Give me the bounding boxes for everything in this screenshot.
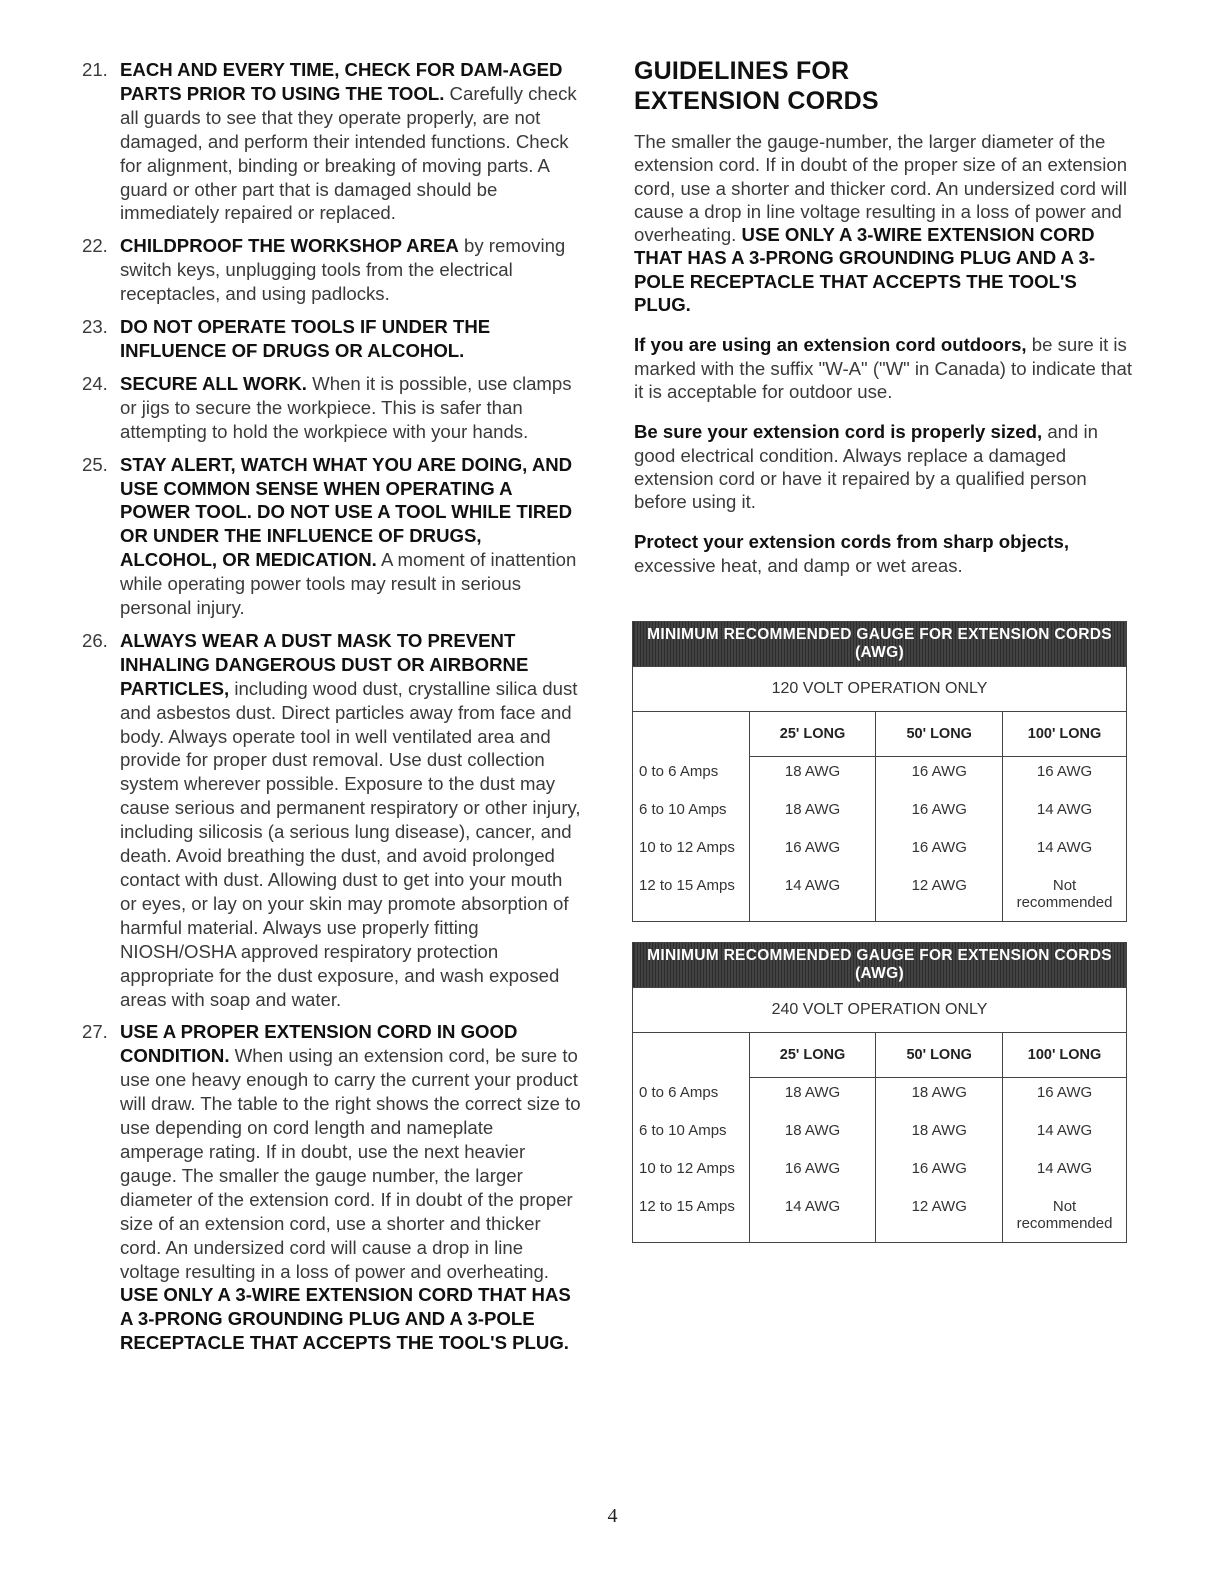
- table-row: [633, 795, 1127, 833]
- guidelines-title: [634, 56, 1134, 116]
- table-row: [633, 1192, 1127, 1243]
- column-header: 25' LONG: [749, 712, 876, 757]
- rule-heading: ALWAYS WEAR A DUST MASK TO PREVENT INHALING DANGEROUS DUST OR AIRBORNE PARTICLES,: [120, 629, 529, 699]
- rule-number: 21.: [82, 59, 108, 80]
- gauge-cell: 12 AWG: [876, 871, 1003, 922]
- rule-text: Carefully check all guards to see that they operate properly, are not damaged, and perform their intended functions. Check for alignment, binding or breaking of moving parts. A guard or other part that is damaged should be immediately repaired or replaced.: [120, 82, 577, 224]
- rule-item-23: [82, 315, 582, 363]
- amp-range: 6 to 10 Amps: [633, 1116, 750, 1154]
- paragraph-lead: If you are using an extension cord outdoors,: [634, 334, 1027, 356]
- amp-range: 6 to 10 Amps: [633, 795, 750, 833]
- rule-text: When it is possible, use clamps or jigs to secure the workpiece. This is safer than attempting to hold the workpiece with your hands.: [120, 372, 572, 442]
- amp-range: 10 to 12 Amps: [633, 1154, 750, 1192]
- table-header: MINIMUM RECOMMENDED GAUGE FOR EXTENSION CORDS (AWG): [633, 943, 1127, 988]
- gauge-cell: 12 AWG: [876, 1192, 1003, 1243]
- table-row: [633, 1116, 1127, 1154]
- gauge-cell: 16 AWG: [749, 1154, 876, 1192]
- gauge-cell: 14 AWG: [749, 1192, 876, 1243]
- table-row: [633, 833, 1127, 871]
- amp-range: 0 to 6 Amps: [633, 757, 750, 796]
- awg-table-120v: [632, 621, 1127, 922]
- gauge-cell: 18 AWG: [876, 1116, 1003, 1154]
- gauge-cell: 14 AWG: [749, 871, 876, 922]
- gauge-cell: 14 AWG: [1003, 833, 1127, 871]
- gauge-cell: 18 AWG: [749, 1078, 876, 1117]
- rule-number: 23.: [82, 316, 108, 338]
- table-row: [633, 1078, 1127, 1117]
- rule-heading: SECURE ALL WORK.: [120, 372, 307, 394]
- rule-number: 25.: [82, 453, 108, 475]
- amp-range: 10 to 12 Amps: [633, 833, 750, 871]
- gauge-cell: 14 AWG: [1003, 1154, 1127, 1192]
- rule-number: 26.: [82, 629, 108, 651]
- gauge-cell: Not recommended: [1003, 1192, 1127, 1243]
- page-number: 4: [607, 1505, 618, 1527]
- column-header: 50' LONG: [876, 1033, 1003, 1078]
- guidelines-paragraph: [634, 420, 1134, 513]
- paragraph-warning: USE ONLY A 3-WIRE EXTENSION CORD THAT HAS A 3-PRONG GROUNDING PLUG AND A 3-POLE RECEPTACLE THAT ACCEPTS THE TOOL'S PLUG.: [634, 224, 1096, 316]
- rule-warning: USE ONLY A 3-WIRE EXTENSION CORD THAT HAS A 3-PRONG GROUNDING PLUG AND A 3-POLE RECEPTACLE THAT ACCEPTS THE TOOL'S PLUG.: [120, 1284, 571, 1354]
- rule-item-24: [82, 372, 582, 444]
- gauge-cell: Not recommended: [1003, 871, 1127, 922]
- rule-text: including wood dust, crystalline silica dust and asbestos dust. Direct particles away from face and body. Always operate tool in well ventilated area and provide for proper dust removal. Use dust collection system wherever possible. Exposure to the dust may cause serious and permanent respiratory or other injury, including silicosis (a serious lung disease), cancer, and death. Avoid breathing the dust, and avoid prolonged contact with dust. Allowing dust to get into your mouth or eyes, or lay on your skin may promote absorption of harmful material. Always use properly fitting NIOSH/OSHA approved respiratory protection appropriate for the dust exposure, and wash exposed areas with soap and water.: [120, 677, 581, 1010]
- gauge-cell: 14 AWG: [1003, 1116, 1127, 1154]
- gauge-cell: 16 AWG: [876, 795, 1003, 833]
- paragraph-text: be sure it is marked with the suffix "W-A" ("W" in Canada) to indicate that it is acceptable for outdoor use.: [634, 334, 1132, 402]
- table-header: MINIMUM RECOMMENDED GAUGE FOR EXTENSION CORDS (AWG): [633, 622, 1127, 667]
- gauge-cell: 16 AWG: [876, 1154, 1003, 1192]
- table-row: [633, 1154, 1127, 1192]
- rule-item-21: [82, 58, 582, 225]
- column-header: 50' LONG: [876, 712, 1003, 757]
- gauge-cell: 14 AWG: [1003, 795, 1127, 833]
- paragraph-lead: Protect your extension cords from sharp objects,: [634, 531, 1069, 553]
- gauge-cell: 18 AWG: [749, 795, 876, 833]
- rule-heading: DO NOT OPERATE TOOLS IF UNDER THE INFLUENCE OF DRUGS OR ALCOHOL.: [120, 316, 491, 361]
- rule-heading: STAY ALERT, WATCH WHAT YOU ARE DOING, AND USE COMMON SENSE WHEN OPERATING A POWER TOOL. DO NOT USE A TOOL WHILE TIRED OR UNDER THE INFLUENCE OF DRUGS, ALCOHOL, OR MEDICATION.: [120, 453, 573, 571]
- rule-text: A moment of inattention while operating power tools may result in serious personal injury.: [120, 549, 577, 619]
- paragraph-text: The smaller the gauge-number, the larger diameter of the extension cord. If in doubt of the proper size of an extension cord, use a shorter and thicker cord. An undersized cord will cause a drop in line voltage resulting in a loss of power and overheating.: [634, 131, 1128, 246]
- rule-number: 24.: [82, 372, 108, 394]
- rule-heading: USE A PROPER EXTENSION CORD IN GOOD CONDITION.: [120, 1021, 518, 1067]
- rule-item-22: [82, 234, 582, 306]
- gauge-cell: 16 AWG: [1003, 757, 1127, 796]
- gauge-cell: 18 AWG: [749, 1116, 876, 1154]
- rule-text: by removing switch keys, unplugging tools from the electrical receptacles, and using padlocks.: [120, 235, 566, 305]
- awg-table-240v: [632, 942, 1127, 1243]
- column-header: 100' LONG: [1003, 1033, 1127, 1078]
- extension-cord-guidelines: [634, 56, 1134, 594]
- column-header: 25' LONG: [749, 1033, 876, 1078]
- rule-item-26: [82, 629, 582, 1012]
- rule-heading: CHILDPROOF THE WORKSHOP AREA: [120, 235, 459, 257]
- rule-number: 22.: [82, 235, 108, 257]
- amp-range: 12 to 15 Amps: [633, 1192, 750, 1243]
- rule-item-27: [82, 1020, 582, 1355]
- gauge-cell: 18 AWG: [749, 757, 876, 796]
- gauge-cell: 18 AWG: [876, 1078, 1003, 1117]
- rule-heading: EACH AND EVERY TIME, CHECK FOR DAM-AGED PARTS PRIOR TO USING THE TOOL.: [120, 59, 563, 104]
- safety-rules-list: [82, 58, 582, 1364]
- gauge-cell: 16 AWG: [749, 833, 876, 871]
- rule-item-25: [82, 453, 582, 620]
- paragraph-text: excessive heat, and damp or wet areas.: [634, 554, 963, 576]
- empty-cell: [633, 712, 750, 757]
- table-row: [633, 871, 1127, 922]
- voltage-label: 240 VOLT OPERATION ONLY: [633, 988, 1127, 1033]
- rule-text: When using an extension cord, be sure to use one heavy enough to carry the current your product will draw. The table to the right shows the correct size to use depending on cord length and nameplate amperage rating. If in doubt, use the next heavier gauge. The smaller the gauge number, the larger diameter of the extension cord. If in doubt of the proper size of an extension cord, use a shorter and thicker cord. An undersized cord will cause a drop in line voltage resulting in a loss of power and overheating.: [120, 1045, 581, 1282]
- amp-range: 0 to 6 Amps: [633, 1078, 750, 1117]
- guidelines-paragraph: [634, 333, 1134, 403]
- gauge-cell: 16 AWG: [876, 833, 1003, 871]
- gauge-cell: 16 AWG: [1003, 1078, 1127, 1117]
- guidelines-title-line1: GUIDELINES FOR: [634, 57, 850, 85]
- paragraph-text: and in good electrical condition. Always replace a damaged extension cord or have it repaired by a qualified person before using it.: [634, 421, 1098, 513]
- paragraph-lead: Be sure your extension cord is properly sized,: [634, 421, 1043, 443]
- gauge-cell: 16 AWG: [876, 757, 1003, 796]
- table-row: [633, 757, 1127, 796]
- guidelines-paragraph: [634, 530, 1134, 577]
- voltage-label: 120 VOLT OPERATION ONLY: [633, 667, 1127, 712]
- column-header: 100' LONG: [1003, 712, 1127, 757]
- empty-cell: [633, 1033, 750, 1078]
- guidelines-paragraph: [634, 130, 1134, 316]
- amp-range: 12 to 15 Amps: [633, 871, 750, 922]
- guidelines-title-line2: EXTENSION CORDS: [634, 87, 879, 115]
- rule-number: 27.: [82, 1021, 108, 1043]
